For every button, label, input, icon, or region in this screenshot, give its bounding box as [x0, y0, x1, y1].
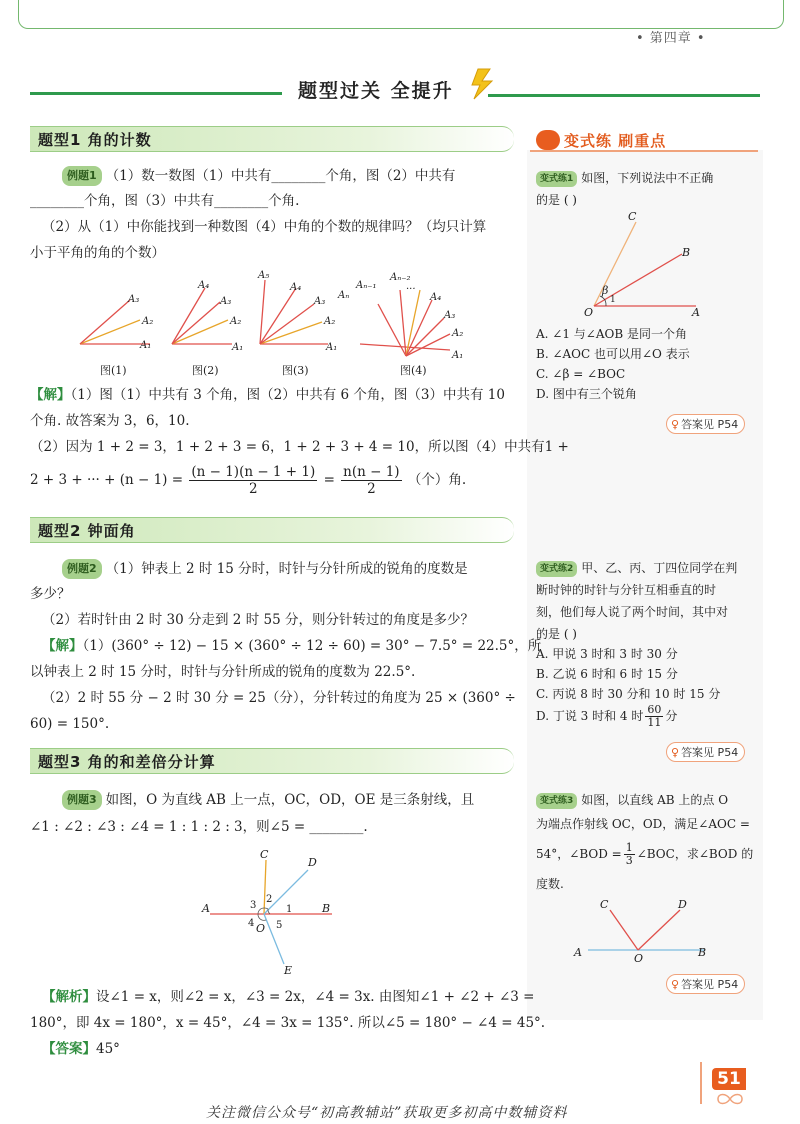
practice-option: B. 乙说 6 时和 6 时 15 分 — [536, 667, 678, 681]
svg-text:5: 5 — [276, 920, 283, 931]
example-line: 例题1 （1）数一数图（1）中共有________个角，图（2）中共有 — [62, 166, 455, 186]
example-tag: 例题1 — [62, 166, 102, 186]
angle-counting-figures — [60, 262, 480, 380]
practice-line: 变式练1 如图，下列说法中不正确 — [536, 170, 713, 187]
svg-text:A: A — [692, 306, 700, 319]
infinity-icon — [714, 1092, 746, 1106]
rays-figure-small — [570, 894, 720, 964]
solution-line: （2）2 时 55 分 − 2 时 30 分 = 25（分），分针转过的角度为 25 × (360° ÷ — [42, 690, 516, 706]
svg-text:4: 4 — [248, 918, 255, 929]
key-icon: ♀ — [671, 978, 680, 991]
practice-option: C. 丙说 8 时 30 分和 10 时 15 分 — [536, 687, 721, 701]
svg-text:A₃: A₃ — [220, 296, 232, 307]
header-rule-right — [488, 94, 760, 97]
svg-text:1: 1 — [610, 295, 616, 305]
svg-text:A₁: A₁ — [140, 340, 152, 351]
analysis-line: 【解析】设∠1 = x，则∠2 = x，∠3 = 2x，∠4 = 3x. 由图知∠1 + ∠2 + ∠3 = — [42, 989, 535, 1005]
footer-note: 关注微信公众号“初高教辅站”获取更多初高中数辅资料 — [206, 1105, 568, 1121]
svg-text:A₃: A₃ — [128, 294, 140, 305]
svg-text:A₃: A₃ — [314, 296, 326, 307]
svg-text:β: β — [602, 284, 609, 297]
solution-line: 【解】（1）图（1）中共有 3 个角，图（2）中共有 6 个角，图（3）中共有 10 — [30, 387, 505, 403]
angle-figure — [580, 210, 710, 320]
practice-line: 的是 ( ) — [536, 193, 577, 207]
example-tag: 例题2 — [62, 559, 102, 579]
svg-text:B: B — [682, 246, 691, 259]
svg-text:C: C — [260, 848, 269, 861]
svg-text:A₂: A₂ — [230, 316, 242, 327]
solution-line: （2）因为 1 + 2 = 3，1 + 2 + 3 = 6，1 + 2 + 3 + 4 = 10，所以图（4）中共有1 + — [30, 439, 569, 455]
key-icon: ♀ — [671, 746, 680, 759]
svg-text:C: C — [600, 898, 609, 911]
practice-option: D. 丁说 3 时和 4 时 $\frac{60}{11}$ 分 — [536, 703, 678, 729]
svg-text:3: 3 — [250, 900, 257, 911]
practice-icon — [536, 130, 560, 150]
practice-line: 刻，他们每人说了两个时间，其中对 — [536, 605, 729, 619]
svg-text:图(4): 图(4) — [400, 364, 427, 377]
section-title: 题型1 角的计数 — [38, 131, 152, 149]
svg-text:A: A — [574, 946, 582, 959]
example-line: 例题2 （1）钟表上 2 时 15 分时，时针与分针所成的锐角的度数是 — [62, 559, 468, 579]
svg-text:A₂: A₂ — [324, 316, 336, 327]
practice-option: D. 图中有三个锐角 — [536, 387, 637, 401]
section-title: 题型2 钟面角 — [38, 522, 136, 540]
svg-text:A₄: A₄ — [198, 280, 210, 291]
svg-text:图(1): 图(1) — [100, 364, 127, 377]
practice-option: C. ∠β = ∠BOC — [536, 367, 626, 381]
practice-tag: 变式练2 — [536, 561, 577, 577]
svg-text:A₄: A₄ — [430, 292, 442, 303]
practice-line: 变式练3 如图，以直线 AB 上的点 O — [536, 792, 728, 809]
example-line: ∠1 : ∠2 : ∠3 : ∠4 = 1 : 1 : 2 : 3，则∠5 = ________. — [30, 819, 368, 835]
practice-option: B. ∠AOC 也可以用∠O 表示 — [536, 347, 690, 361]
practice-line: 变式练2 甲、乙、丙、丁四位同学在判 — [536, 560, 737, 577]
svg-text:A₅: A₅ — [258, 270, 270, 281]
solution-line: 个角. 故答案为 3，6，10. — [30, 413, 190, 429]
svg-text:O: O — [634, 952, 644, 964]
svg-text:C: C — [628, 210, 637, 223]
svg-text:Aₙ₋₂: Aₙ₋₂ — [390, 272, 411, 283]
example-tag: 例题3 — [62, 790, 102, 810]
solution-line: 以钟表上 2 时 15 分时，时针与分针所成的锐角的度数为 22.5°. — [30, 664, 416, 680]
svg-text:A₁: A₁ — [452, 350, 464, 361]
svg-text:D: D — [308, 856, 317, 869]
answer-ref[interactable]: ♀ 答案见 P54 — [666, 974, 745, 994]
header-rule-left — [30, 92, 282, 95]
example-line: （2）若时针由 2 时 30 分走到 2 时 55 分，则分针转过的角度是多少？ — [42, 612, 474, 628]
svg-text:A₁: A₁ — [232, 342, 244, 353]
practice-option: A. 甲说 3 时和 3 时 30 分 — [536, 647, 678, 661]
svg-text:B: B — [698, 946, 707, 959]
practice-line: 断时钟的时针与分针互相垂直的时 — [536, 583, 717, 597]
svg-text:O: O — [256, 922, 266, 935]
key-icon: ♀ — [671, 418, 680, 431]
answer-line: 【答案】45° — [42, 1041, 120, 1057]
svg-text:Aₙ: Aₙ — [338, 290, 350, 301]
page-edge-rule — [700, 1062, 702, 1104]
svg-text:图(2): 图(2) — [192, 364, 219, 377]
svg-text:1: 1 — [286, 904, 293, 915]
svg-text:E: E — [284, 964, 293, 977]
practice-heading: 变式练 刷重点 — [564, 132, 667, 150]
svg-text:A₃: A₃ — [444, 310, 456, 321]
top-frame — [18, 0, 784, 29]
svg-text:D: D — [678, 898, 687, 911]
practice-line: 为端点作射线 OC，OD，满足∠AOC = — [536, 817, 750, 831]
svg-text:O: O — [584, 306, 594, 319]
example-line: （2）从（1）中你能找到一种数图（4）中角的个数的规律吗？（均只计算 — [42, 219, 487, 235]
svg-text:Aₙ₋₁: Aₙ₋₁ — [356, 280, 377, 291]
page-number: 51 — [712, 1068, 746, 1090]
svg-text:B: B — [322, 902, 331, 915]
svg-text:···: ··· — [406, 284, 416, 295]
svg-text:A₁: A₁ — [326, 342, 338, 353]
practice-line: 的是 ( ) — [536, 627, 577, 641]
page-title: 题型过关 全提升 — [298, 80, 454, 102]
svg-text:图(3): 图(3) — [282, 364, 309, 377]
svg-text:A: A — [202, 902, 210, 915]
example-line: 多少？ — [30, 586, 71, 602]
practice-rule — [530, 150, 758, 152]
example-line: ________个角，图（3）中共有________个角. — [30, 193, 300, 209]
practice-tag: 变式练1 — [536, 171, 577, 187]
answer-ref[interactable]: ♀ 答案见 P54 — [666, 414, 745, 434]
answer-ref[interactable]: ♀ 答案见 P54 — [666, 742, 745, 762]
section-title: 题型3 角的和差倍分计算 — [38, 753, 216, 771]
practice-line: 54°，∠BOD = $\frac{1}{3}$ ∠BOC，求∠BOD 的 — [536, 841, 754, 867]
svg-text:A₂: A₂ — [142, 316, 154, 327]
svg-text:2: 2 — [266, 894, 273, 905]
solution-line: 【解】（1）(360° ÷ 12) − 15 × (360° ÷ 12 ÷ 60) = 30° − 7.5° = 22.5°，所 — [42, 638, 542, 654]
solution-formula: 2 + 3 + ··· + (n − 1) = $\frac{(n - 1)(n - 1 + 1)}{2}$ = $\frac{n(n - 1)}{2}$ （个）角. — [30, 464, 467, 497]
svg-text:A₂: A₂ — [452, 328, 464, 339]
example-line: 小于平角的角的个数） — [30, 245, 165, 261]
example-line: 例题3 如图，O 为直线 AB 上一点，OC，OD，OE 是三条射线，且 — [62, 790, 474, 810]
rays-figure — [200, 846, 340, 978]
analysis-line: 180°，即 4x = 180°，x = 45°，∠4 = 3x = 135°. 所以∠5 = 180° − ∠4 = 45°. — [30, 1015, 546, 1031]
lightning-icon — [470, 67, 496, 101]
practice-line: 度数. — [536, 877, 564, 891]
chapter-label: • 第四章 • — [636, 31, 706, 46]
practice-tag: 变式练3 — [536, 793, 577, 809]
solution-line: 60) = 150°. — [30, 716, 110, 732]
svg-text:A₄: A₄ — [290, 282, 302, 293]
practice-option: A. ∠1 与∠AOB 是同一个角 — [536, 327, 687, 341]
